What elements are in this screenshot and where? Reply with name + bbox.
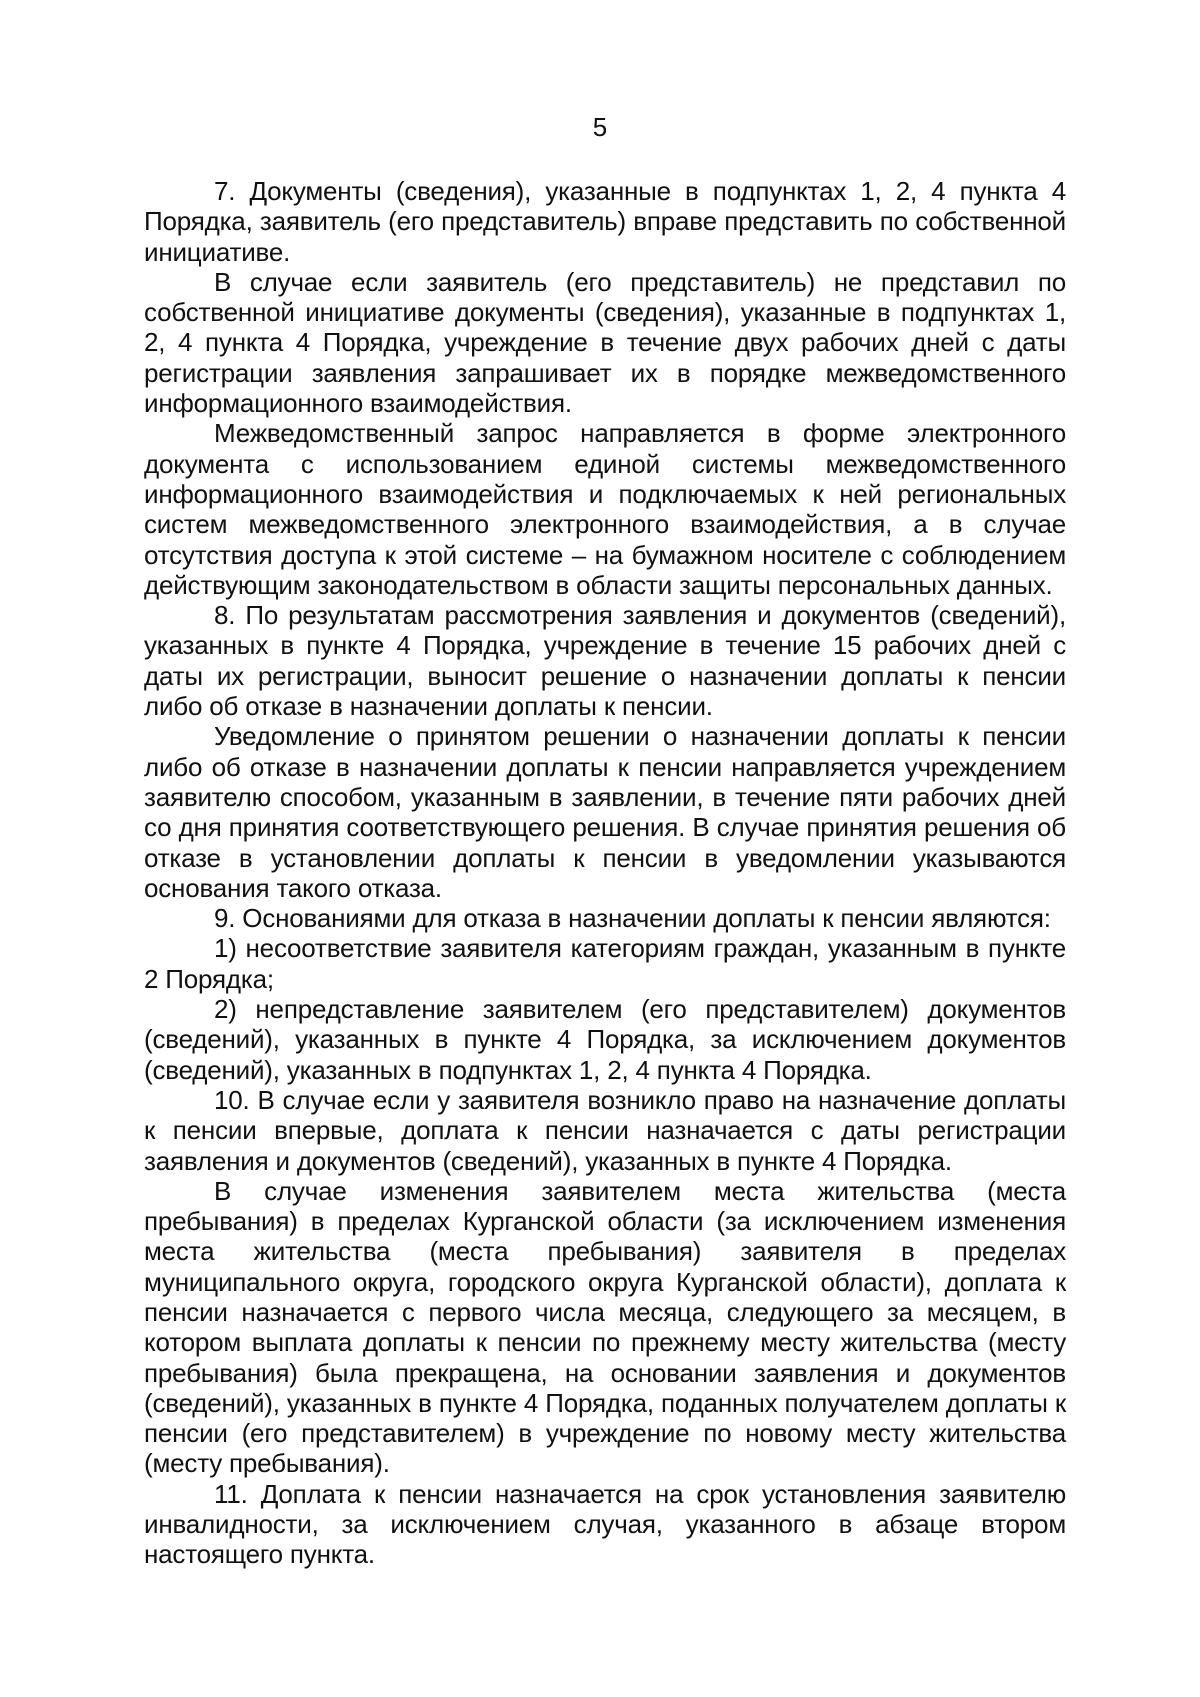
paragraph-8: 8. По результатам рассмотрения заявления и документов (сведений), указанных в пункте 4 Порядка, учреждение в течение 15 рабочих дней с даты их регистрации, выносит решение о назначении доплаты к пенсии либо об отказе в назначении доплаты к пенсии.	[144, 600, 1066, 722]
document-text	[144, 176, 1066, 1570]
paragraph-10-residence-change: В случае изменения заявителем места жительства (места пребывания) в пределах Курганской области (за исключением изменения места жительства (места пребывания) заявителя в пределах муниципального округа, городского округа Курганской области), доплата к пенсии назначается с первого числа месяца, следующего за месяцем, в котором выплата доплаты к пенсии по прежнему месту жительства (месту пребывания) была прекращена, на основании заявления и документов (сведений), указанных в пункте 4 Порядка, поданных получателем доплаты к пенсии (его представителем) в учреждение по новому месту жительства (месту пребывания).	[144, 1175, 1066, 1479]
paragraph-7: 7. Документы (сведения), указанные в подпунктах 1, 2, 4 пункта 4 Порядка, заявитель (его представитель) вправе представить по собственной инициативе.	[144, 176, 1066, 267]
paragraph-11: 11. Доплата к пенсии назначается на срок установления заявителю инвалидности, за исключением случая, указанного в абзаце втором настоящего пункта.	[144, 1478, 1066, 1570]
paragraph-9-item-1: 1) несоответствие заявителя категориям граждан, указанным в пункте 2 Порядка;	[144, 933, 1066, 994]
paragraph-8-notification: Уведомление о принятом решении о назначении доплаты к пенсии либо об отказе в назначении доплаты к пенсии направляется учреждением заявителю способом, указанным в заявлении, в течение пяти рабочих дней со дня принятия соответствующего решения. В случае принятия решения об отказе в установлении доплаты к пенсии в уведомлении указываются основания такого отказа.	[144, 721, 1066, 903]
paragraph-9-item-2: 2) непредставление заявителем (его представителем) документов (сведений), указанных в пункте 4 Порядка, за исключением документов (сведений), указанных в подпунктах 1, 2, 4 пункта 4 Порядка.	[144, 994, 1066, 1085]
paragraph-10: 10. В случае если у заявителя возникло право на назначение доплаты к пенсии впервые, доплата к пенсии назначается с даты регистрации заявления и документов (сведений), указанных в пункте 4 Порядка.	[144, 1084, 1066, 1176]
page-number: 5	[592, 112, 608, 142]
paragraph-9: 9. Основаниями для отказа в назначении доплаты к пенсии являются:	[214, 903, 1051, 934]
paragraph-7-interagency-request: Межведомственный запрос направляется в форме электронного документа с использованием единой системы межведомственного информационного взаимодействия и подключаемых к ней региональных систем межведомственного электронного взаимодействия, а в случае отсутствия доступа к этой системе – на бумажном носителе с соблюдением действующим законодательством в области защиты персональных данных.	[144, 418, 1066, 600]
paragraph-7-case: В случае если заявитель (его представитель) не представил по собственной инициативе документы (сведения), указанные в подпунктах 1, 2, 4 пункта 4 Порядка, учреждение в течение двух рабочих дней с даты регистрации заявления запрашивает их в порядке межведомственного информационного взаимодействия.	[144, 266, 1066, 419]
